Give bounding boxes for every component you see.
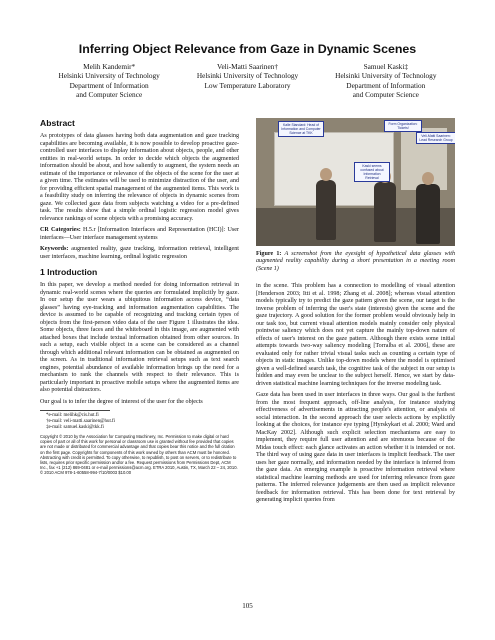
footnote-1: *e-mail: melihk@cis.hut.fi <box>46 413 99 418</box>
caption-text: A screenshot from the eyesight of hypothetical data glasses with augmented reality capability during a short presentation in a meeting room (Scene 1) <box>256 251 455 272</box>
author-name: Veli-Matti Saarinen† <box>216 62 278 71</box>
augmented-label-2: Form Organization: Tickets! <box>384 120 422 132</box>
footnote-2: †e-mail: veli-matti.saarinen@hut.fi <box>46 419 116 424</box>
caption-label: Figure 1: <box>256 251 282 257</box>
right-paragraph-1: in the scene. This problem has a connection to modelling of visual attention [Henderson 2003; Itti et al. 1998; Zhang et al. 2008]; whereas visual attention models typically try to predict the gaze pattern given the scene, our target is the inverse problem of inferring the user's state (interests) given the scene and the gaze trajectory. A good solution for the former problem would obviously help in our task too, but current visual attention models mainly consider only physical pointwise saliency which does not yet capture the mainly top-down nature of effects of user's interest on the gaze pattern. Although there exists some initial attempts towards two-way saliency modeling [Torralba et al. 2006], these are evaluated only for rather trivial visual tasks such as counting a certain type of objects in static images. Unlike top-down models where the model is optimised given a well-defined search task, the cognitive task of the subject in our setup is hidden and may even be unclear to the subject herself. Hence, we start by data-driven statistical machine learning techniques for the inverse modeling task. <box>256 283 455 387</box>
keywords-text: augmented reality, gaze tracking, information retrieval, intelligent user interfaces, machine learning, ordinal logistic regression <box>40 246 239 260</box>
cr-text: H.5.r [Information Interfaces and Representation (HCI)]: User interfaces—User interface management systems <box>40 227 239 241</box>
augmented-label-1: Kalle Standard: Head of Information and Computer Science at TKK <box>278 121 324 137</box>
author-block <box>40 62 455 100</box>
person-presenter <box>316 180 336 240</box>
author-name: Samuel Kaski‡ <box>363 62 409 71</box>
author-name: Melih Kandemir* <box>83 62 136 71</box>
augmented-label-4: Kaski seems confused about Information Retrieval <box>354 162 390 182</box>
author-3 <box>317 62 455 100</box>
figure-1-caption <box>256 251 455 273</box>
author-department: Department of Information <box>69 80 149 90</box>
author-2 <box>178 62 316 100</box>
author-affiliation: Helsinki University of Technology <box>196 71 299 81</box>
intro-paragraph-2: Our goal is to infer the degree of interest of the user for the objects <box>40 398 203 405</box>
author-1 <box>40 62 178 100</box>
intro-paragraph-1: In this paper, we develop a method needed for doing information retrieval in dynamic real-world scenes where the queries are formulated implicitly by gaze. In our setup the user wears a ubiquitous information access device, “data glasses” having eye-tracking and information augmentation capabilities. The device is assumed to be capable of recognizing and tracking certain types of objects from the first-person video data of the user Figure 1 illustrates the idea. Some objects, three faces and the whiteboard in this image, are augmented with attached boxes that include textual information obtained from other sources. In such a setup, each visible object in a scene can be considered as a channel through which additional relevant information can be obtained as augmented on the screen. As in traditional information retrieval setups such as text search engines, potential abundance of available information brings up the need for a mechanism to rank the channels with respect to their relevance. This is particularly important in proactive mobile setups where the augmented items are also potential distractors. <box>40 282 239 393</box>
person-listener <box>374 182 396 242</box>
left-column <box>40 118 239 476</box>
person-presenter-head <box>320 168 332 181</box>
author-affiliation: Helsinki University of Technology <box>58 71 160 81</box>
right-column <box>256 118 455 509</box>
footnote-divider <box>40 410 110 411</box>
footnote-3: ‡e-mail: samuel.kaski@tkk.fi <box>46 425 104 430</box>
author-affiliation: Helsinki University of Technology <box>335 71 437 81</box>
abstract-text: As prototypes of data glasses having both data augmentation and gaze tracking capabilities are becoming available, it is now possible to develop proactive gaze-controlled user interfaces to display information about objects, people, and other entities in real-world setups. In order to decide which objects the augmented information should be about, and how saliently to augment, the system needs an estimate of the importance or relevance of the objects of the scene for the user at a given time. The estimates will be used to minimize distraction of the user, and for providing efficient spatial management of the augmented items. This work is a feasibility study on inferring the relevance of objects in dynamic scenes from gaze. We collected gaze data from subjects watching a video for a pre-defined task. The results show that a simple ordinal logistic regression model gives relevance rankings of scene objects with a promising accuracy. <box>40 133 239 222</box>
intro-heading: 1 Introduction <box>40 267 98 277</box>
augmented-label-3: Veli-Matti Saarinen: Lead Research Group <box>416 132 455 144</box>
person-right <box>416 184 440 244</box>
author-department-line2: and Computer Science <box>352 90 419 100</box>
cr-categories <box>40 227 239 242</box>
author-department: Low Temperature Laboratory <box>204 80 291 90</box>
cr-label: CR Categories: <box>40 227 81 233</box>
keywords-label: Keywords: <box>40 246 69 252</box>
abstract-heading: Abstract <box>40 118 75 128</box>
paper-title: Inferring Object Relevance from Gaze in Dynamic Scenes <box>78 42 417 56</box>
author-department: Department of Information <box>346 80 426 90</box>
person-right-head <box>422 172 434 185</box>
figure-1-image <box>256 118 455 246</box>
page-number: 105 <box>242 602 253 610</box>
author-department-line2: and Computer Science <box>76 90 143 100</box>
right-paragraph-2: Gaze data has been used in user interfaces in three ways. Our goal is the furthest from the most frequent approach, off-line analysis, for instance studying effectiveness of advertisements in attracting people's attention, or analysis of social interaction. In the second approach the user selects actions by explicitly looking at the choices, for instance eye typing [Hyrskykari et al. 2000; Ward and MacKay 2002]. Although such explicit selection mechanisms are easy to implement, they require full user attention and are strenuous because of the Midas touch effect: each glance activates an action whether it is intended or not. The third way of using gaze data in user interfaces is implicit feedback. The user uses her gaze normally, and information needed by the interface is inferred from the gaze data. An emerging example is proactive information retrieval where statistical machine learning methods are used for inferring relevance from gaze patterns. The inferred relevance judgements are then used as implicit relevance feedback for information retrieval. This has been done for text retrieval by generating implicit queries from <box>256 392 455 504</box>
copyright-notice: Copyright © 2010 by the Association for Computing Machinery, Inc. Permission to make digital or hard copies of part or all of this work for personal or classroom use is granted without fee provided that copies are not made or distributed for commercial advantage and that copies bear this notice and the full citation on the first page. Copyrights for components of this work owned by others than ACM must be honored. Abstracting with credit is permitted. To copy otherwise, to republish, to post on servers, or to redistribute to lists, requires prior specific permission and/or a fee. Request permissions from Permissions Dept, ACM Inc., fax +1 (212) 869-0481 or e-mail permissions@acm.org. ETRA 2010, Austin, TX, March 22 – 24, 2010. © 2010 ACM 978-1-60558-994-7/10/0003 $10.00 <box>40 434 238 476</box>
keywords <box>40 246 239 261</box>
